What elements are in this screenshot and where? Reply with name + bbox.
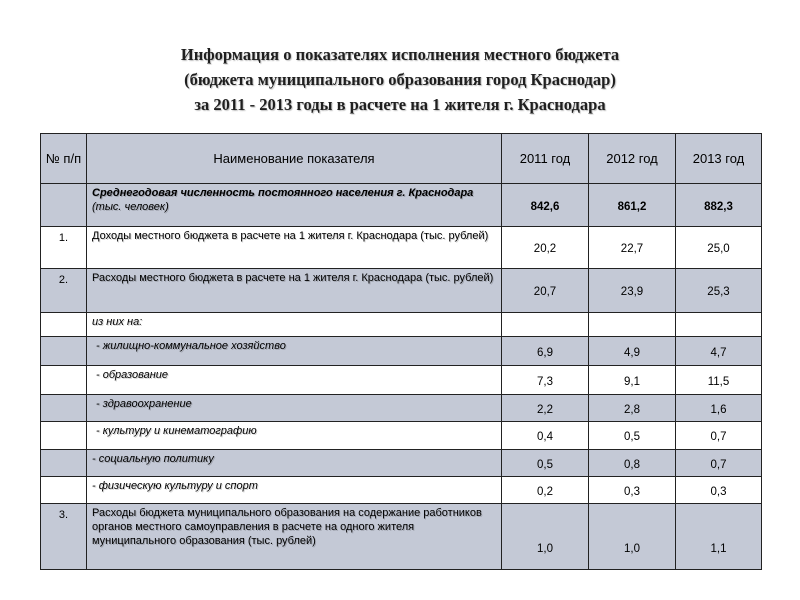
header-name: Наименование показателя [87,134,502,184]
value-2012 [589,313,676,337]
table-row [41,313,762,337]
value-2013: 11,5 [676,366,762,395]
page-title [0,42,800,117]
value-2012: 0,3 [589,477,676,504]
row-num [41,366,87,395]
row-num [41,422,87,450]
value-2013: 1,6 [676,395,762,422]
header-2012: 2012 год [589,134,676,184]
row-name [87,184,502,227]
table-row [41,477,762,504]
value-2011: 0,4 [502,422,589,450]
table-row [41,504,762,570]
title-line-1: Информация о показателях исполнения местного бюджета [180,45,620,64]
row-name: - здравоохранение [87,395,502,422]
table-row [41,269,762,313]
row-num: 1. [41,227,87,269]
value-2011: 842,6 [502,184,589,227]
row-num [41,395,87,422]
value-2012: 4,9 [589,337,676,366]
title-line-2: (бюджета муниципального образования город Краснодар) [184,70,616,89]
value-2012: 2,8 [589,395,676,422]
table-row [41,227,762,269]
row-name: - физическую культуру и спорт [87,477,502,504]
row-name-main: Среднегодовая численность постоянного населения г. Краснодара [92,187,474,199]
value-2012: 23,9 [589,269,676,313]
header-num: № п/п [41,134,87,184]
row-name: - социальную политику [87,450,502,477]
value-2012: 861,2 [589,184,676,227]
budget-table [40,133,762,570]
value-2011: 1,0 [502,504,589,570]
value-2013: 0,7 [676,422,762,450]
header-2011: 2011 год [502,134,589,184]
table-header-row [41,134,762,184]
value-2012: 0,8 [589,450,676,477]
row-num [41,337,87,366]
value-2011: 6,9 [502,337,589,366]
header-2013: 2013 год [676,134,762,184]
table-row [41,395,762,422]
table-row [41,337,762,366]
row-name: - образование [87,366,502,395]
value-2013 [676,313,762,337]
value-2013: 0,3 [676,477,762,504]
value-2013: 882,3 [676,184,762,227]
row-num: 3. [41,504,87,570]
table-row [41,184,762,227]
row-name: - культуру и кинематографию [87,422,502,450]
value-2013: 0,7 [676,450,762,477]
value-2012: 0,5 [589,422,676,450]
value-2011 [502,313,589,337]
value-2013: 25,3 [676,269,762,313]
value-2011: 7,3 [502,366,589,395]
value-2013: 1,1 [676,504,762,570]
table-row [41,366,762,395]
value-2011: 0,2 [502,477,589,504]
table-row [41,422,762,450]
value-2013: 4,7 [676,337,762,366]
value-2012: 22,7 [589,227,676,269]
row-name: - жилищно-коммунальное хозяйство [87,337,502,366]
row-name: Расходы бюджета муниципального образования на содержание работников органов местного самоуправления в расчете на одного жителя муниципального образования (тыс. рублей) [87,504,502,570]
row-name: Расходы местного бюджета в расчете на 1 жителя г. Краснодара (тыс. рублей) [87,269,502,313]
table-row [41,450,762,477]
title-line-3: за 2011 - 2013 годы в расчете на 1 жителя г. Краснодара [194,95,606,114]
row-num [41,477,87,504]
row-name: Доходы местного бюджета в расчете на 1 жителя г. Краснодара (тыс. рублей) [87,227,502,269]
value-2013: 25,0 [676,227,762,269]
row-num [41,450,87,477]
row-name: из них на: [87,313,502,337]
row-num: 2. [41,269,87,313]
value-2011: 2,2 [502,395,589,422]
row-num [41,184,87,227]
value-2012: 1,0 [589,504,676,570]
row-num [41,313,87,337]
value-2011: 20,7 [502,269,589,313]
row-name-unit: (тыс. человек) [92,201,169,213]
value-2012: 9,1 [589,366,676,395]
value-2011: 20,2 [502,227,589,269]
value-2011: 0,5 [502,450,589,477]
